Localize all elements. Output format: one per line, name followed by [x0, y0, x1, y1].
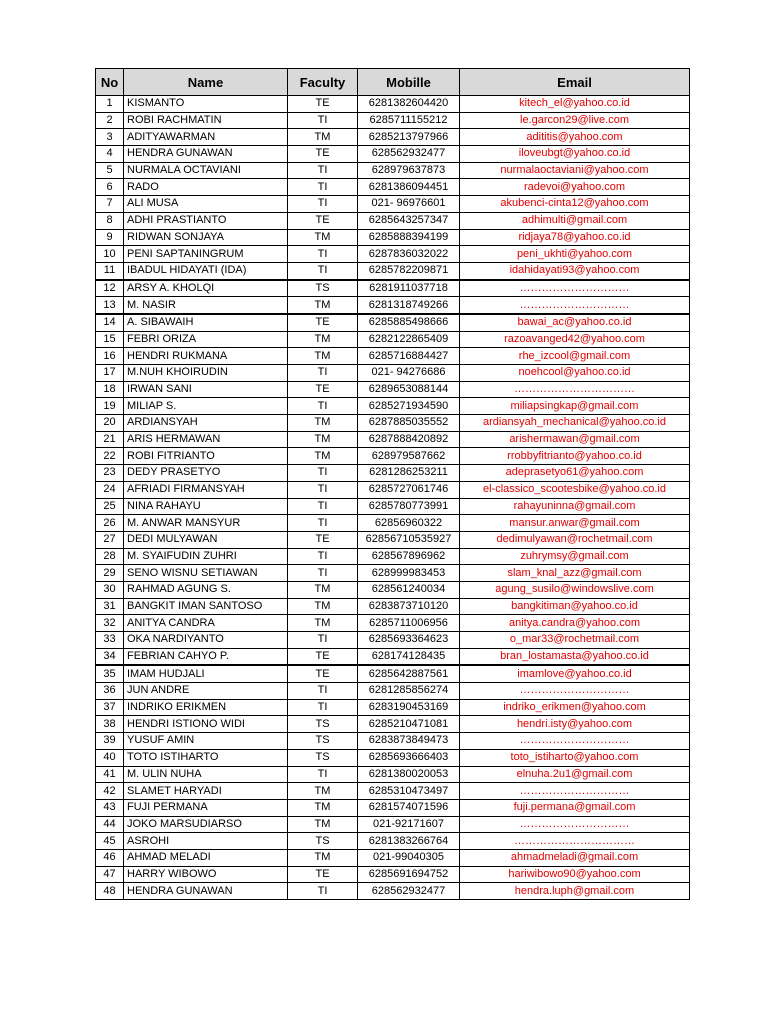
- cell-email: fuji.permana@gmail.com: [460, 799, 690, 816]
- table-row: [96, 699, 690, 716]
- cell-no: 17: [96, 365, 124, 382]
- cell-email: le.garcon29@live.com: [460, 112, 690, 129]
- header-email: Email: [460, 69, 690, 96]
- cell-mobile: 6285271934590: [358, 398, 460, 415]
- table-row: [96, 398, 690, 415]
- cell-mobile: 62856710535927: [358, 531, 460, 548]
- cell-name: FEBRIAN CAHYO P.: [124, 648, 288, 665]
- cell-email: arishermawan@gmail.com: [460, 431, 690, 448]
- cell-faculty: TE: [288, 866, 358, 883]
- cell-mobile: 6285643257347: [358, 212, 460, 229]
- cell-name: M.NUH KHOIRUDIN: [124, 365, 288, 382]
- table-row: [96, 866, 690, 883]
- cell-email: bran_lostamasta@yahoo.co.id: [460, 648, 690, 665]
- cell-email: bangkitiman@yahoo.co.id: [460, 598, 690, 615]
- table-row: [96, 733, 690, 750]
- cell-faculty: TI: [288, 398, 358, 415]
- cell-mobile: 021- 96976601: [358, 196, 460, 213]
- cell-email: zuhrymsy@gmail.com: [460, 548, 690, 565]
- cell-faculty: TM: [288, 229, 358, 246]
- cell-no: 46: [96, 849, 124, 866]
- cell-no: 23: [96, 465, 124, 482]
- table-row: [96, 365, 690, 382]
- cell-name: M. ULIN NUHA: [124, 766, 288, 783]
- table-row: [96, 229, 690, 246]
- cell-no: 9: [96, 229, 124, 246]
- cell-email: bawai_ac@yahoo.co.id: [460, 314, 690, 331]
- cell-mobile: 6287888420892: [358, 431, 460, 448]
- cell-email: …………………………: [460, 280, 690, 297]
- cell-faculty: TE: [288, 96, 358, 113]
- cell-no: 42: [96, 783, 124, 800]
- cell-name: IBADUL HIDAYATI (IDA): [124, 262, 288, 279]
- cell-faculty: TS: [288, 716, 358, 733]
- cell-faculty: TI: [288, 465, 358, 482]
- cell-no: 38: [96, 716, 124, 733]
- cell-email: hendra.luph@gmail.com: [460, 883, 690, 900]
- cell-faculty: TI: [288, 515, 358, 532]
- cell-faculty: TI: [288, 498, 358, 515]
- table-row: [96, 531, 690, 548]
- cell-email: rrobbyfitrianto@yahoo.co.id: [460, 448, 690, 465]
- cell-mobile: 6285711006956: [358, 615, 460, 632]
- cell-no: 34: [96, 648, 124, 665]
- header-faculty: Faculty: [288, 69, 358, 96]
- cell-no: 37: [96, 699, 124, 716]
- cell-no: 21: [96, 431, 124, 448]
- cell-name: ARDIANSYAH: [124, 415, 288, 432]
- cell-mobile: 6285727061746: [358, 481, 460, 498]
- cell-mobile: 021-99040305: [358, 849, 460, 866]
- cell-faculty: TS: [288, 280, 358, 297]
- cell-mobile: 6289653088144: [358, 381, 460, 398]
- cell-mobile: 6285716884427: [358, 348, 460, 365]
- cell-no: 44: [96, 816, 124, 833]
- table-row: [96, 448, 690, 465]
- cell-faculty: TI: [288, 632, 358, 649]
- cell-mobile: 6281383266764: [358, 833, 460, 850]
- cell-no: 7: [96, 196, 124, 213]
- cell-name: ALI MUSA: [124, 196, 288, 213]
- cell-name: JUN ANDRE: [124, 683, 288, 700]
- table-row: [96, 683, 690, 700]
- cell-mobile: 6285210471081: [358, 716, 460, 733]
- cell-no: 33: [96, 632, 124, 649]
- cell-no: 14: [96, 314, 124, 331]
- cell-faculty: TI: [288, 883, 358, 900]
- cell-faculty: TI: [288, 481, 358, 498]
- cell-name: ROBI RACHMATIN: [124, 112, 288, 129]
- cell-faculty: TM: [288, 799, 358, 816]
- cell-no: 30: [96, 581, 124, 598]
- cell-no: 6: [96, 179, 124, 196]
- cell-name: HARRY WIBOWO: [124, 866, 288, 883]
- cell-name: ANITYA CANDRA: [124, 615, 288, 632]
- cell-email: ardiansyah_mechanical@yahoo.co.id: [460, 415, 690, 432]
- cell-no: 41: [96, 766, 124, 783]
- table-row: [96, 799, 690, 816]
- cell-name: BANGKIT IMAN SANTOSO: [124, 598, 288, 615]
- table-row: [96, 816, 690, 833]
- table-row: [96, 415, 690, 432]
- table-row: [96, 129, 690, 146]
- cell-no: 32: [96, 615, 124, 632]
- table-row: [96, 162, 690, 179]
- cell-email: ahmadmeladi@gmail.com: [460, 849, 690, 866]
- cell-name: AFRIADI FIRMANSYAH: [124, 481, 288, 498]
- cell-faculty: TM: [288, 615, 358, 632]
- cell-mobile: 021-92171607: [358, 816, 460, 833]
- header-row: [96, 69, 690, 96]
- cell-faculty: TE: [288, 665, 358, 682]
- table-row: [96, 381, 690, 398]
- cell-faculty: TI: [288, 766, 358, 783]
- cell-name: M. ANWAR MANSYUR: [124, 515, 288, 532]
- cell-email: …………………………: [460, 297, 690, 314]
- cell-name: IMAM HUDJALI: [124, 665, 288, 682]
- cell-mobile: 6283873849473: [358, 733, 460, 750]
- cell-mobile: 6281911037718: [358, 280, 460, 297]
- cell-faculty: TI: [288, 179, 358, 196]
- cell-mobile: 628562932477: [358, 883, 460, 900]
- cell-mobile: 6283873710120: [358, 598, 460, 615]
- cell-no: 40: [96, 749, 124, 766]
- cell-email: elnuha.2u1@gmail.com: [460, 766, 690, 783]
- table-row: [96, 783, 690, 800]
- table-row: [96, 883, 690, 900]
- cell-faculty: TM: [288, 415, 358, 432]
- table-row: [96, 280, 690, 297]
- cell-email: …………………………: [460, 783, 690, 800]
- cell-no: 47: [96, 866, 124, 883]
- cell-email: kitech_el@yahoo.co.id: [460, 96, 690, 113]
- cell-name: ADHI PRASTIANTO: [124, 212, 288, 229]
- cell-email: slam_knal_azz@gmail.com: [460, 565, 690, 582]
- table-row: [96, 331, 690, 348]
- cell-mobile: 6281574071596: [358, 799, 460, 816]
- cell-email: radevoi@yahoo.com: [460, 179, 690, 196]
- cell-no: 39: [96, 733, 124, 750]
- cell-name: FEBRI ORIZA: [124, 331, 288, 348]
- cell-email: indriko_erikmen@yahoo.com: [460, 699, 690, 716]
- cell-faculty: TS: [288, 833, 358, 850]
- cell-faculty: TE: [288, 648, 358, 665]
- table-row: [96, 96, 690, 113]
- cell-faculty: TI: [288, 112, 358, 129]
- cell-name: MILIAP S.: [124, 398, 288, 415]
- cell-name: DEDY PRASETYO: [124, 465, 288, 482]
- cell-mobile: 628979637873: [358, 162, 460, 179]
- cell-name: FUJI PERMANA: [124, 799, 288, 816]
- cell-no: 27: [96, 531, 124, 548]
- cell-faculty: TE: [288, 146, 358, 163]
- cell-name: AHMAD MELADI: [124, 849, 288, 866]
- cell-no: 18: [96, 381, 124, 398]
- cell-email: imamlove@yahoo.co.id: [460, 665, 690, 682]
- cell-email: hariwibowo90@yahoo.com: [460, 866, 690, 883]
- cell-name: HENDRI ISTIONO WIDI: [124, 716, 288, 733]
- cell-no: 15: [96, 331, 124, 348]
- cell-mobile: 6285691694752: [358, 866, 460, 883]
- cell-mobile: 628999983453: [358, 565, 460, 582]
- cell-email: peni_ukhti@yahoo.com: [460, 246, 690, 263]
- cell-name: TOTO ISTIHARTO: [124, 749, 288, 766]
- cell-email: mansur.anwar@gmail.com: [460, 515, 690, 532]
- table-row: [96, 515, 690, 532]
- cell-email: hendri.isty@yahoo.com: [460, 716, 690, 733]
- cell-name: RADO: [124, 179, 288, 196]
- cell-faculty: TI: [288, 548, 358, 565]
- cell-mobile: 6285642887561: [358, 665, 460, 682]
- cell-name: DEDI MULYAWAN: [124, 531, 288, 548]
- cell-email: nurmalaoctaviani@yahoo.com: [460, 162, 690, 179]
- cell-no: 28: [96, 548, 124, 565]
- cell-no: 35: [96, 665, 124, 682]
- cell-no: 3: [96, 129, 124, 146]
- cell-email: ……………………………: [460, 381, 690, 398]
- cell-mobile: 628174128435: [358, 648, 460, 665]
- cell-faculty: TE: [288, 531, 358, 548]
- table-row: [96, 112, 690, 129]
- cell-no: 45: [96, 833, 124, 850]
- header-name: Name: [124, 69, 288, 96]
- cell-email: iloveubgt@yahoo.co.id: [460, 146, 690, 163]
- cell-email: o_mar33@rochetmail.com: [460, 632, 690, 649]
- cell-mobile: 6285888394199: [358, 229, 460, 246]
- table-row: [96, 465, 690, 482]
- table-row: [96, 246, 690, 263]
- cell-name: HENDRA GUNAWAN: [124, 883, 288, 900]
- cell-no: 25: [96, 498, 124, 515]
- cell-mobile: 62856960322: [358, 515, 460, 532]
- cell-name: NINA RAHAYU: [124, 498, 288, 515]
- cell-name: SENO WISNU SETIAWAN: [124, 565, 288, 582]
- cell-faculty: TI: [288, 246, 358, 263]
- cell-email: razoavanged42@yahoo.com: [460, 331, 690, 348]
- table-row: [96, 146, 690, 163]
- cell-faculty: TI: [288, 683, 358, 700]
- cell-mobile: 628561240034: [358, 581, 460, 598]
- cell-name: NURMALA OCTAVIANI: [124, 162, 288, 179]
- cell-no: 16: [96, 348, 124, 365]
- cell-mobile: 6285310473497: [358, 783, 460, 800]
- cell-name: HENDRA GUNAWAN: [124, 146, 288, 163]
- cell-mobile: 628562932477: [358, 146, 460, 163]
- table-row: [96, 196, 690, 213]
- cell-faculty: TM: [288, 297, 358, 314]
- cell-mobile: 021- 94276686: [358, 365, 460, 382]
- cell-mobile: 6285213797966: [358, 129, 460, 146]
- cell-no: 4: [96, 146, 124, 163]
- table-row: [96, 849, 690, 866]
- cell-mobile: 6283190453169: [358, 699, 460, 716]
- table-row: [96, 481, 690, 498]
- table-row: [96, 348, 690, 365]
- table-row: [96, 548, 690, 565]
- cell-no: 11: [96, 262, 124, 279]
- table-row: [96, 581, 690, 598]
- cell-faculty: TM: [288, 581, 358, 598]
- table-row: [96, 498, 690, 515]
- cell-name: RAHMAD AGUNG S.: [124, 581, 288, 598]
- table-row: [96, 716, 690, 733]
- cell-faculty: TM: [288, 431, 358, 448]
- cell-name: INDRIKO ERIKMEN: [124, 699, 288, 716]
- cell-no: 13: [96, 297, 124, 314]
- cell-mobile: 6281286253211: [358, 465, 460, 482]
- cell-name: YUSUF AMIN: [124, 733, 288, 750]
- cell-email: el-classico_scootesbike@yahoo.co.id: [460, 481, 690, 498]
- cell-email: idahidayati93@yahoo.com: [460, 262, 690, 279]
- cell-email: …………………………: [460, 816, 690, 833]
- cell-email: rahayuninna@gmail.com: [460, 498, 690, 515]
- cell-email: …………………………: [460, 683, 690, 700]
- table-row: [96, 431, 690, 448]
- cell-mobile: 6285711155212: [358, 112, 460, 129]
- cell-name: KISMANTO: [124, 96, 288, 113]
- cell-email: …………………………: [460, 733, 690, 750]
- cell-mobile: 6281380020053: [358, 766, 460, 783]
- cell-name: PENI SAPTANINGRUM: [124, 246, 288, 263]
- cell-faculty: TM: [288, 816, 358, 833]
- cell-mobile: 6287885035552: [358, 415, 460, 432]
- cell-mobile: 6281382604420: [358, 96, 460, 113]
- cell-no: 26: [96, 515, 124, 532]
- cell-faculty: TE: [288, 314, 358, 331]
- cell-name: RIDWAN SONJAYA: [124, 229, 288, 246]
- cell-email: toto_istiharto@yahoo.com: [460, 749, 690, 766]
- header-no: No: [96, 69, 124, 96]
- cell-name: ROBI FITRIANTO: [124, 448, 288, 465]
- cell-name: ASROHI: [124, 833, 288, 850]
- cell-mobile: 6282122865409: [358, 331, 460, 348]
- cell-faculty: TI: [288, 699, 358, 716]
- cell-name: OKA NARDIYANTO: [124, 632, 288, 649]
- cell-email: akubenci-cinta12@yahoo.com: [460, 196, 690, 213]
- cell-mobile: 6285782209871: [358, 262, 460, 279]
- cell-email: rhe_izcool@gmail.com: [460, 348, 690, 365]
- cell-email: dedimulyawan@rochetmail.com: [460, 531, 690, 548]
- table-row: [96, 297, 690, 314]
- cell-email: noehcool@yahoo.co.id: [460, 365, 690, 382]
- cell-mobile: 6285693364623: [358, 632, 460, 649]
- cell-name: ARIS HERMAWAN: [124, 431, 288, 448]
- cell-mobile: 6285885498666: [358, 314, 460, 331]
- cell-email: ……………………………: [460, 833, 690, 850]
- cell-no: 24: [96, 481, 124, 498]
- cell-name: SLAMET HARYADI: [124, 783, 288, 800]
- cell-mobile: 6285780773991: [358, 498, 460, 515]
- cell-email: adhimulti@gmail.com: [460, 212, 690, 229]
- cell-mobile: 6281285856274: [358, 683, 460, 700]
- cell-name: IRWAN SANI: [124, 381, 288, 398]
- cell-faculty: TM: [288, 849, 358, 866]
- cell-mobile: 6287836032022: [358, 246, 460, 263]
- cell-no: 2: [96, 112, 124, 129]
- cell-mobile: 6285693666403: [358, 749, 460, 766]
- cell-faculty: TM: [288, 129, 358, 146]
- cell-name: HENDRI RUKMANA: [124, 348, 288, 365]
- cell-no: 20: [96, 415, 124, 432]
- cell-name: ARSY A. KHOLQI: [124, 280, 288, 297]
- cell-name: M. NASIR: [124, 297, 288, 314]
- cell-faculty: TM: [288, 448, 358, 465]
- cell-email: adeprasetyo61@yahoo.com: [460, 465, 690, 482]
- cell-faculty: TI: [288, 565, 358, 582]
- cell-faculty: TM: [288, 348, 358, 365]
- table-row: [96, 833, 690, 850]
- cell-mobile: 6281318749266: [358, 297, 460, 314]
- cell-faculty: TI: [288, 196, 358, 213]
- cell-no: 10: [96, 246, 124, 263]
- header-mobile: Mobille: [358, 69, 460, 96]
- table-body: [96, 96, 690, 900]
- cell-no: 36: [96, 683, 124, 700]
- cell-no: 8: [96, 212, 124, 229]
- cell-no: 22: [96, 448, 124, 465]
- cell-mobile: 628979587662: [358, 448, 460, 465]
- table-row: [96, 648, 690, 665]
- cell-faculty: TI: [288, 162, 358, 179]
- member-table: [95, 68, 690, 900]
- cell-mobile: 6281386094451: [358, 179, 460, 196]
- cell-no: 12: [96, 280, 124, 297]
- cell-no: 1: [96, 96, 124, 113]
- table-row: [96, 632, 690, 649]
- cell-name: M. SYAIFUDIN ZUHRI: [124, 548, 288, 565]
- cell-email: ridjaya78@yahoo.co.id: [460, 229, 690, 246]
- table-row: [96, 615, 690, 632]
- cell-email: anitya.candra@yahoo.com: [460, 615, 690, 632]
- cell-name: JOKO MARSUDIARSO: [124, 816, 288, 833]
- cell-no: 31: [96, 598, 124, 615]
- table-row: [96, 749, 690, 766]
- cell-name: A. SIBAWAIH: [124, 314, 288, 331]
- cell-faculty: TE: [288, 381, 358, 398]
- cell-faculty: TI: [288, 262, 358, 279]
- cell-faculty: TE: [288, 212, 358, 229]
- cell-mobile: 628567896962: [358, 548, 460, 565]
- table-row: [96, 314, 690, 331]
- table-row: [96, 565, 690, 582]
- table-row: [96, 598, 690, 615]
- cell-faculty: TS: [288, 733, 358, 750]
- cell-email: miliapsingkap@gmail.com: [460, 398, 690, 415]
- table-row: [96, 665, 690, 682]
- cell-no: 43: [96, 799, 124, 816]
- cell-email: agung_susilo@windowslive.com: [460, 581, 690, 598]
- cell-faculty: TM: [288, 598, 358, 615]
- cell-name: ADITYAWARMAN: [124, 129, 288, 146]
- table-row: [96, 766, 690, 783]
- cell-faculty: TI: [288, 365, 358, 382]
- table-row: [96, 179, 690, 196]
- table-row: [96, 212, 690, 229]
- cell-no: 5: [96, 162, 124, 179]
- cell-faculty: TM: [288, 783, 358, 800]
- cell-faculty: TM: [288, 331, 358, 348]
- table-row: [96, 262, 690, 279]
- cell-faculty: TS: [288, 749, 358, 766]
- cell-no: 19: [96, 398, 124, 415]
- cell-no: 29: [96, 565, 124, 582]
- cell-email: adititis@yahoo.com: [460, 129, 690, 146]
- cell-no: 48: [96, 883, 124, 900]
